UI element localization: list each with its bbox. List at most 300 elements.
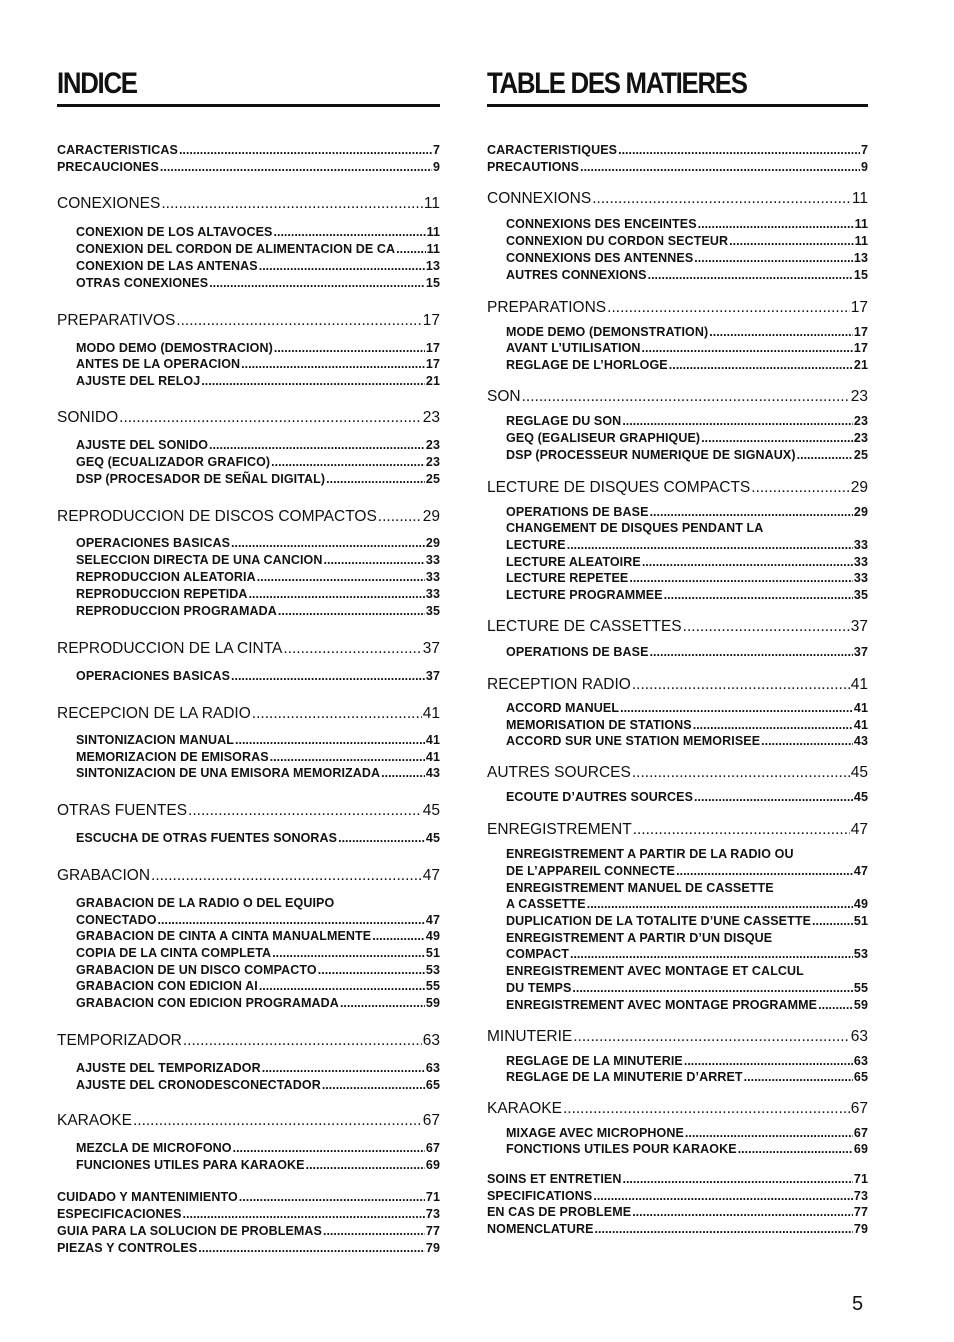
dot-leader xyxy=(209,437,425,453)
toc-page-number: 29 xyxy=(422,508,440,525)
dot-leader xyxy=(607,298,850,318)
toc-entry-grabacion[interactable] xyxy=(57,866,440,886)
toc-entry-avant-l-utilisation[interactable] xyxy=(506,340,868,356)
toc-entry-text: AJUSTE DEL TEMPORIZADOR xyxy=(76,1061,261,1075)
toc-entry-text: REGLAGE DE LA MINUTERIE D’ARRET xyxy=(506,1070,743,1084)
dot-leader xyxy=(650,644,853,660)
toc-page-number: 11 xyxy=(423,195,440,212)
toc-entry-reglage-de-l-horloge[interactable] xyxy=(506,357,868,373)
toc-entry-ecoute-d-autres-sources[interactable] xyxy=(506,789,868,805)
toc-entry-enregistrement-a-partir-d-un-disque[interactable] xyxy=(506,946,868,962)
toc-page-number: 49 xyxy=(425,929,440,943)
toc-entry-connexions-des-enceintes[interactable] xyxy=(506,216,868,232)
toc-entry-text: GEQ (EGALISEUR GRAPHIQUE) xyxy=(506,431,701,445)
toc-entry-text: GRABACION DE LA RADIO O DEL EQUIPO xyxy=(76,896,335,910)
dot-leader xyxy=(272,945,425,961)
toc-entry-memorizacion-de-emisoras[interactable] xyxy=(76,749,440,765)
toc-entry-text: AJUSTE DEL RELOJ xyxy=(76,374,201,388)
dot-leader xyxy=(252,704,422,724)
toc-entry-reproduccion-repetida[interactable] xyxy=(76,586,440,602)
toc-page-number: 63 xyxy=(853,1054,868,1068)
dot-leader xyxy=(188,801,422,821)
toc-entry-text: PREPARATIVOS xyxy=(57,312,176,329)
dot-leader xyxy=(761,733,853,749)
toc-entry-accord-manuel[interactable] xyxy=(506,700,868,716)
toc-entry-seleccion-directa-de-una-cancion[interactable] xyxy=(76,552,440,568)
toc-page-number: 13 xyxy=(425,259,440,273)
dot-leader xyxy=(283,639,421,659)
toc-entry-karaoke[interactable] xyxy=(487,1099,868,1119)
dot-leader xyxy=(669,357,853,373)
toc-page-number: 47 xyxy=(425,913,440,927)
dot-leader xyxy=(567,537,853,553)
toc-entry-text: ENREGISTREMENT xyxy=(487,821,632,838)
toc-page-number: 33 xyxy=(853,555,868,569)
toc-entry-text: GUIA PARA LA SOLUCION DE PROBLEMAS xyxy=(57,1224,322,1238)
toc-entry-text: GRABACION DE UN DISCO COMPACTO xyxy=(76,963,317,977)
toc-page-number: 45 xyxy=(853,790,868,804)
dot-leader xyxy=(685,1125,853,1141)
toc-entry-reglage-de-la-minuterie-d-arret[interactable] xyxy=(506,1069,868,1085)
toc-page-number: 7 xyxy=(432,143,440,157)
toc-page-number: 63 xyxy=(425,1061,440,1075)
toc-page-number: 35 xyxy=(853,588,868,602)
toc-entry-guia-para-la-solucion-de-problemas[interactable] xyxy=(57,1223,440,1239)
toc-page-number: 13 xyxy=(853,251,868,265)
toc-entry-grabacion-con-edicion-ai[interactable] xyxy=(76,978,440,994)
toc-page-number: 7 xyxy=(860,143,868,157)
toc-entry-text: SINTONIZACION MANUAL xyxy=(76,733,235,747)
toc-entry-text: SINTONIZACION DE UNA EMISORA MEMORIZADA xyxy=(76,766,381,780)
toc-entry-specifications[interactable] xyxy=(487,1188,868,1204)
toc-entry-preparativos[interactable] xyxy=(57,311,440,331)
toc-page-number: 55 xyxy=(425,979,440,993)
toc-entry-text: REPRODUCCION ALEATORIA xyxy=(76,570,256,584)
toc-entry-text: ENREGISTREMENT AVEC MONTAGE ET CALCUL xyxy=(506,964,804,978)
toc-entry-mezcla-de-microfono[interactable] xyxy=(76,1140,440,1156)
toc-entry-enregistrement-a-partir-de-la-radio-ou[interactable] xyxy=(506,863,868,879)
toc-entry-text: LECTURE PROGRAMMEE xyxy=(506,588,663,602)
toc-page-number: 33 xyxy=(425,553,440,567)
toc-entry-connexions[interactable] xyxy=(487,189,868,209)
toc-entry-operaciones-basicas[interactable] xyxy=(76,535,440,551)
toc-entry-text: ACCORD MANUEL xyxy=(506,701,620,715)
toc-entry-text: EN CAS DE PROBLEME xyxy=(487,1205,632,1219)
toc-entry-text: TEMPORIZADOR xyxy=(57,1032,182,1049)
toc-entry-text: CARACTERISTIQUES xyxy=(487,143,618,157)
dot-leader xyxy=(622,1171,852,1187)
toc-page-number: 41 xyxy=(853,701,868,715)
toc-entry-text: GRABACION CON EDICION PROGRAMADA xyxy=(76,996,339,1010)
toc-page-number: 55 xyxy=(853,981,868,995)
toc-entry-text: CONNEXIONS xyxy=(487,190,592,207)
toc-entry-modo-demo-demostracion[interactable] xyxy=(76,340,440,356)
dot-leader xyxy=(249,586,425,602)
toc-entry-text: ENREGISTREMENT AVEC MONTAGE PROGRAMME xyxy=(506,998,818,1012)
toc-entry-operations-de-base[interactable] xyxy=(506,644,868,660)
dot-leader xyxy=(684,1053,853,1069)
toc-page-number: 63 xyxy=(850,1028,868,1045)
toc-entry-operaciones-basicas[interactable] xyxy=(76,668,440,684)
toc-entry-conexion-de-las-antenas[interactable] xyxy=(76,258,440,274)
toc-entry-dsp-procesador-de-senal-digital[interactable] xyxy=(76,471,440,487)
toc-page-number: 11 xyxy=(851,190,868,207)
dot-leader xyxy=(738,1141,853,1157)
toc-page-number: 47 xyxy=(853,864,868,878)
dot-leader xyxy=(618,142,860,158)
dot-leader xyxy=(650,504,853,520)
toc-entry-soins-et-entretien[interactable] xyxy=(487,1171,868,1187)
toc-entry-karaoke[interactable] xyxy=(57,1111,440,1131)
dot-leader xyxy=(340,995,425,1011)
dot-leader xyxy=(259,978,425,994)
dot-leader xyxy=(563,1099,850,1119)
toc-entry-text: AJUSTE DEL SONIDO xyxy=(76,438,209,452)
toc-entry-grabacion-de-la-radio-o-del-equipo[interactable] xyxy=(76,912,440,928)
dot-leader xyxy=(632,763,850,783)
toc-entry-text: ECOUTE D’AUTRES SOURCES xyxy=(506,790,694,804)
toc-page-number: 23 xyxy=(425,455,440,469)
toc-entry-text: CARACTERISTICAS xyxy=(57,143,178,157)
toc-entry-text: OPERATIONS DE BASE xyxy=(506,505,649,519)
toc-entry-text: OTRAS FUENTES xyxy=(57,802,188,819)
toc-entry-lecture-aleatoire[interactable] xyxy=(506,554,868,570)
dot-leader xyxy=(322,1077,425,1093)
dot-leader xyxy=(176,311,421,331)
toc-entry-cuidado-y-mantenimiento[interactable] xyxy=(57,1189,440,1205)
toc-entry-text: DSP (PROCESADOR DE SEÑAL DIGITAL) xyxy=(76,472,326,486)
toc-entry-temporizador[interactable] xyxy=(57,1031,440,1051)
toc-page-number: 53 xyxy=(425,963,440,977)
toc-entry-text: REPRODUCCION DE DISCOS COMPACTOS xyxy=(57,508,377,525)
toc-page-number: 29 xyxy=(425,536,440,550)
toc-entry-sintonizacion-manual[interactable] xyxy=(76,732,440,748)
toc-entry-accord-sur-une-station-memorisee[interactable] xyxy=(506,733,868,749)
toc-entry-funciones-utiles-para-karaoke[interactable] xyxy=(76,1157,440,1173)
toc-entry-lecture-de-cassettes[interactable] xyxy=(487,617,868,637)
toc-entry-enregistrement-manuel-de-cassette[interactable] xyxy=(506,896,868,912)
toc-entry-text: MEMORISATION DE STATIONS xyxy=(506,718,692,732)
toc-page-number: 43 xyxy=(425,766,440,780)
dot-leader xyxy=(797,447,853,463)
toc-entry-text: LECTURE DE DISQUES COMPACTS xyxy=(487,479,751,496)
toc-page-number: 41 xyxy=(850,676,868,693)
toc-entry-geq-egaliseur-graphique[interactable] xyxy=(506,430,868,446)
toc-entry-text: FUNCIONES UTILES PARA KARAOKE xyxy=(76,1158,305,1172)
dot-leader xyxy=(160,159,432,175)
toc-entry-text: RECEPCION DE LA RADIO xyxy=(57,705,251,722)
toc-page-number: 63 xyxy=(422,1032,440,1049)
toc-entry-text: LECTURE REPETEE xyxy=(506,571,629,585)
toc-page-number: 51 xyxy=(425,946,440,960)
toc-entry-text: MODE DEMO (DEMONSTRATION) xyxy=(506,325,709,339)
toc-page-number: 17 xyxy=(850,299,868,316)
toc-entry-grabacion-con-edicion-programada[interactable] xyxy=(76,995,440,1011)
toc-page-number: 59 xyxy=(425,996,440,1010)
toc-entry-ajuste-del-reloj[interactable] xyxy=(76,373,440,389)
toc-page-number: 21 xyxy=(853,358,868,372)
dot-leader xyxy=(372,928,425,944)
toc-page-number: 11 xyxy=(426,225,440,239)
toc-entry-ajuste-del-cronodesconectador[interactable] xyxy=(76,1077,440,1093)
toc-entry-son[interactable] xyxy=(487,387,868,407)
toc-entry-piezas-y-controles[interactable] xyxy=(57,1240,440,1256)
toc-page-number: 45 xyxy=(422,802,440,819)
toc-entry-conexion-del-cordon-de-alimentacion-de-c[interactable] xyxy=(76,241,440,257)
dot-leader xyxy=(179,142,432,158)
dot-leader xyxy=(622,413,853,429)
toc-entry-mixage-avec-microphone[interactable] xyxy=(506,1125,868,1141)
toc-entry-enregistrement-avec-montage-programme[interactable] xyxy=(506,997,868,1013)
toc-entry-precautions[interactable] xyxy=(487,159,868,175)
toc-entry-enregistrement-avec-montage-et-calcul[interactable] xyxy=(506,980,868,996)
toc-entry-text: RECEPTION RADIO xyxy=(487,676,631,693)
toc-entry-text: AJUSTE DEL CRONODESCONECTADOR xyxy=(76,1078,321,1092)
toc-page-number: 47 xyxy=(850,821,868,838)
toc-page-number: 23 xyxy=(850,388,868,405)
toc-page-number: 17 xyxy=(853,341,868,355)
dot-leader xyxy=(119,408,422,428)
dot-leader xyxy=(161,194,423,214)
toc-entry-text: GRABACION CON EDICION AI xyxy=(76,979,258,993)
dot-leader xyxy=(592,189,851,209)
dot-leader xyxy=(338,830,425,846)
toc-page-number: 45 xyxy=(425,831,440,845)
toc-entry-text: OPERACIONES BASICAS xyxy=(76,669,231,683)
toc-page-number: 17 xyxy=(422,312,440,329)
toc-entry-continuation: CONECTADO xyxy=(76,913,157,927)
toc-entry-continuation: DE L’APPAREIL CONNECTE xyxy=(506,864,676,878)
toc-entry-text: CUIDADO Y MANTENIMIENTO xyxy=(57,1190,238,1204)
dot-leader xyxy=(818,997,853,1013)
toc-entry-changement-de-disques-pendant-la[interactable] xyxy=(506,537,868,553)
toc-entry-text: KARAOKE xyxy=(57,1112,132,1129)
toc-entry-reproduccion-de-discos-compactos[interactable] xyxy=(57,507,440,527)
toc-page-number: 67 xyxy=(422,1112,440,1129)
dot-leader xyxy=(676,863,853,879)
dot-leader xyxy=(642,340,853,356)
toc-entry-grabacion-de-un-disco-compacto[interactable] xyxy=(76,962,440,978)
toc-page-number: 51 xyxy=(853,914,868,928)
toc-page-number: 65 xyxy=(425,1078,440,1092)
toc-entry-escucha-de-otras-fuentes-sonoras[interactable] xyxy=(76,830,440,846)
dot-leader xyxy=(683,617,850,637)
toc-entry-preparations[interactable] xyxy=(487,298,868,318)
toc-entry-text: NOMENCLATURE xyxy=(487,1222,594,1236)
toc-entry-text: ESCUCHA DE OTRAS FUENTES SONORAS xyxy=(76,831,338,845)
toc-page-number: 73 xyxy=(425,1207,440,1221)
toc-entry-recepcion-de-la-radio[interactable] xyxy=(57,704,440,724)
toc-entry-text: OPERATIONS DE BASE xyxy=(506,645,649,659)
dot-leader xyxy=(572,980,853,996)
toc-entry-text: KARAOKE xyxy=(487,1100,562,1117)
dot-leader xyxy=(209,275,425,291)
toc-entry-conexiones[interactable] xyxy=(57,194,440,214)
toc-entry-reproduccion-de-la-cinta[interactable] xyxy=(57,639,440,659)
toc-entry-continuation: COMPACT xyxy=(506,947,569,961)
toc-entry-sintonizacion-de-una-emisora-memorizada[interactable] xyxy=(76,765,440,781)
toc-entry-text: ACCORD SUR UNE STATION MEMORISEE xyxy=(506,734,761,748)
toc-entry-text: ENREGISTREMENT A PARTIR D’UN DISQUE xyxy=(506,931,773,945)
toc-entry-text: AUTRES SOURCES xyxy=(487,764,631,781)
toc-page-number: 29 xyxy=(850,479,868,496)
toc-entry-minuterie[interactable] xyxy=(487,1027,868,1047)
toc-entry-text: CONEXION DEL CORDON DE ALIMENTACION DE CA xyxy=(76,242,396,256)
toc-entry-caracteristicas[interactable] xyxy=(57,142,440,158)
toc-entry-reglage-du-son[interactable] xyxy=(506,413,868,429)
dot-leader xyxy=(620,700,853,716)
dot-leader xyxy=(642,554,853,570)
toc-page-number: 37 xyxy=(425,669,440,683)
dot-leader xyxy=(812,913,853,929)
toc-entry-text: CONEXION DE LAS ANTENAS xyxy=(76,259,258,273)
toc-entry-grabacion-de-cinta-a-cinta-manualmente[interactable] xyxy=(76,928,440,944)
toc-entry-text: MODO DEMO (DEMOSTRACION) xyxy=(76,341,273,355)
toc-entry-text: REPRODUCCION PROGRAMADA xyxy=(76,604,277,618)
dot-leader xyxy=(633,820,850,840)
toc-entry-conexion-de-los-altavoces[interactable] xyxy=(76,224,440,240)
toc-entry-text: PREPARATIONS xyxy=(487,299,607,316)
toc-entry-otras-fuentes[interactable] xyxy=(57,801,440,821)
toc-entry-precauciones[interactable] xyxy=(57,159,440,175)
toc-page-number: 67 xyxy=(853,1126,868,1140)
toc-entry-enregistrement[interactable] xyxy=(487,820,868,840)
toc-entry-text: MEZCLA DE MICROFONO xyxy=(76,1141,232,1155)
dot-leader xyxy=(183,1206,425,1222)
dot-leader xyxy=(694,250,853,266)
dot-leader xyxy=(259,258,425,274)
toc-entry-text: DSP (PROCESSEUR NUMERIQUE DE SIGNAUX) xyxy=(506,448,796,462)
toc-page-number: 69 xyxy=(853,1142,868,1156)
toc-entry-reproduccion-programada[interactable] xyxy=(76,603,440,619)
dot-leader xyxy=(587,896,853,912)
toc-entry-text: REPRODUCCION DE LA CINTA xyxy=(57,640,283,657)
toc-entry-reproduccion-aleatoria[interactable] xyxy=(76,569,440,585)
toc-page-number: 37 xyxy=(850,618,868,635)
toc-page-number: 23 xyxy=(422,409,440,426)
toc-page-number: 17 xyxy=(853,325,868,339)
toc-entry-continuation: A CASSETTE xyxy=(506,897,586,911)
toc-entry-text: GEQ (ECUALIZADOR GRAFICO) xyxy=(76,455,271,469)
toc-entry-text: REGLAGE DU SON xyxy=(506,414,622,428)
toc-page-number: 17 xyxy=(425,341,440,355)
dot-leader xyxy=(274,224,426,240)
toc-entry-memorisation-de-stations[interactable] xyxy=(506,717,868,733)
dot-leader xyxy=(257,569,425,585)
page-number: 5 xyxy=(852,1293,864,1315)
toc-entry-operations-de-base[interactable] xyxy=(506,504,868,520)
toc-entry-otras-conexiones[interactable] xyxy=(76,275,440,291)
toc-page-number: 69 xyxy=(425,1158,440,1172)
toc-entry-text: FONCTIONS UTILES POUR KARAOKE xyxy=(506,1142,737,1156)
toc-entry-fonctions-utiles-pour-karaoke[interactable] xyxy=(506,1141,868,1157)
toc-entry-reglage-de-la-minuterie[interactable] xyxy=(506,1053,868,1069)
toc-entry-en-cas-de-probleme[interactable] xyxy=(487,1204,868,1220)
toc-entry-caracteristiques[interactable] xyxy=(487,142,868,158)
toc-page-number: 49 xyxy=(853,897,868,911)
toc-entry-sonido[interactable] xyxy=(57,408,440,428)
dot-leader xyxy=(233,1140,425,1156)
index-heading xyxy=(487,66,868,107)
toc-page-number: 33 xyxy=(853,538,868,552)
toc-entry-text: ENREGISTREMENT MANUEL DE CASSETTE xyxy=(506,881,774,895)
toc-page-number: 11 xyxy=(854,217,868,231)
toc-entry-nomenclature[interactable] xyxy=(487,1221,868,1237)
dot-leader xyxy=(522,387,850,407)
toc-entry-dsp-processeur-numerique-de-signaux[interactable] xyxy=(506,447,868,463)
toc-entry-ajuste-del-sonido[interactable] xyxy=(76,437,440,453)
dot-leader xyxy=(744,1069,853,1085)
toc-entry-reception-radio[interactable] xyxy=(487,675,868,695)
dot-leader xyxy=(231,668,425,684)
index-title: TABLE DES MATIERES xyxy=(487,67,747,100)
toc-entry-continuation: LECTURE xyxy=(506,538,566,552)
dot-leader xyxy=(595,1221,853,1237)
toc-entry-connexions-des-antennes[interactable] xyxy=(506,250,868,266)
toc-page-number: 15 xyxy=(425,276,440,290)
toc-entry-text: LECTURE ALEATOIRE xyxy=(506,555,641,569)
toc-entry-text: GRABACION DE CINTA A CINTA MANUALMENTE xyxy=(76,929,372,943)
toc-page-number: 11 xyxy=(854,234,868,248)
toc-page-number: 25 xyxy=(425,472,440,486)
toc-entry-lecture-repetee[interactable] xyxy=(506,570,868,586)
toc-page-number: 17 xyxy=(425,357,440,371)
toc-entry-especificaciones[interactable] xyxy=(57,1206,440,1222)
dot-leader xyxy=(709,324,853,340)
toc-page-number: 21 xyxy=(425,374,440,388)
toc-entry-geq-ecualizador-grafico[interactable] xyxy=(76,454,440,470)
toc-entry-text: COPIA DE LA CINTA COMPLETA xyxy=(76,946,272,960)
dot-leader xyxy=(183,1031,422,1051)
toc-entry-text: PRECAUCIONES xyxy=(57,160,159,174)
toc-page-number: 33 xyxy=(853,571,868,585)
toc-entry-text: SOINS ET ENTRETIEN xyxy=(487,1172,622,1186)
toc-entry-lecture-de-disques-compacts[interactable] xyxy=(487,478,868,498)
toc-entry-autres-sources[interactable] xyxy=(487,763,868,783)
toc-page-number: 41 xyxy=(425,733,440,747)
toc-entry-continuation: DU TEMPS xyxy=(506,981,572,995)
toc-page-number: 43 xyxy=(853,734,868,748)
dot-leader xyxy=(381,765,425,781)
toc-page-number: 67 xyxy=(425,1141,440,1155)
toc-entry-antes-de-la-operacion[interactable] xyxy=(76,356,440,372)
toc-page-number: 33 xyxy=(425,587,440,601)
dot-leader xyxy=(324,552,425,568)
toc-entry-text: SONIDO xyxy=(57,409,119,426)
toc-entry-autres-connexions[interactable] xyxy=(506,267,868,283)
dot-leader xyxy=(648,267,853,283)
toc-entry-mode-demo-demonstration[interactable] xyxy=(506,324,868,340)
toc-entry-text: MINUTERIE xyxy=(487,1028,573,1045)
dot-leader xyxy=(235,732,425,748)
toc-entry-copia-de-la-cinta-completa[interactable] xyxy=(76,945,440,961)
toc-page-number: 53 xyxy=(853,947,868,961)
toc-entry-text: CHANGEMENT DE DISQUES PENDANT LA xyxy=(506,521,764,535)
dot-leader xyxy=(306,1157,425,1173)
dot-leader xyxy=(158,912,425,928)
toc-entry-connexion-du-cordon-secteur[interactable] xyxy=(506,233,868,249)
toc-entry-ajuste-del-temporizador[interactable] xyxy=(76,1060,440,1076)
dot-leader xyxy=(632,1204,853,1220)
toc-entry-text: ESPECIFICACIONES xyxy=(57,1207,182,1221)
toc-page-number: 33 xyxy=(425,570,440,584)
index-title: INDICE xyxy=(57,67,137,100)
toc-page-number: 79 xyxy=(853,1222,868,1236)
toc-entry-duplication-de-la-totalite-d-une-cassett[interactable] xyxy=(506,913,868,929)
dot-leader xyxy=(580,159,860,175)
toc-entry-lecture-programmee[interactable] xyxy=(506,587,868,603)
toc-entry-text: MIXAGE AVEC MICROPHONE xyxy=(506,1126,684,1140)
